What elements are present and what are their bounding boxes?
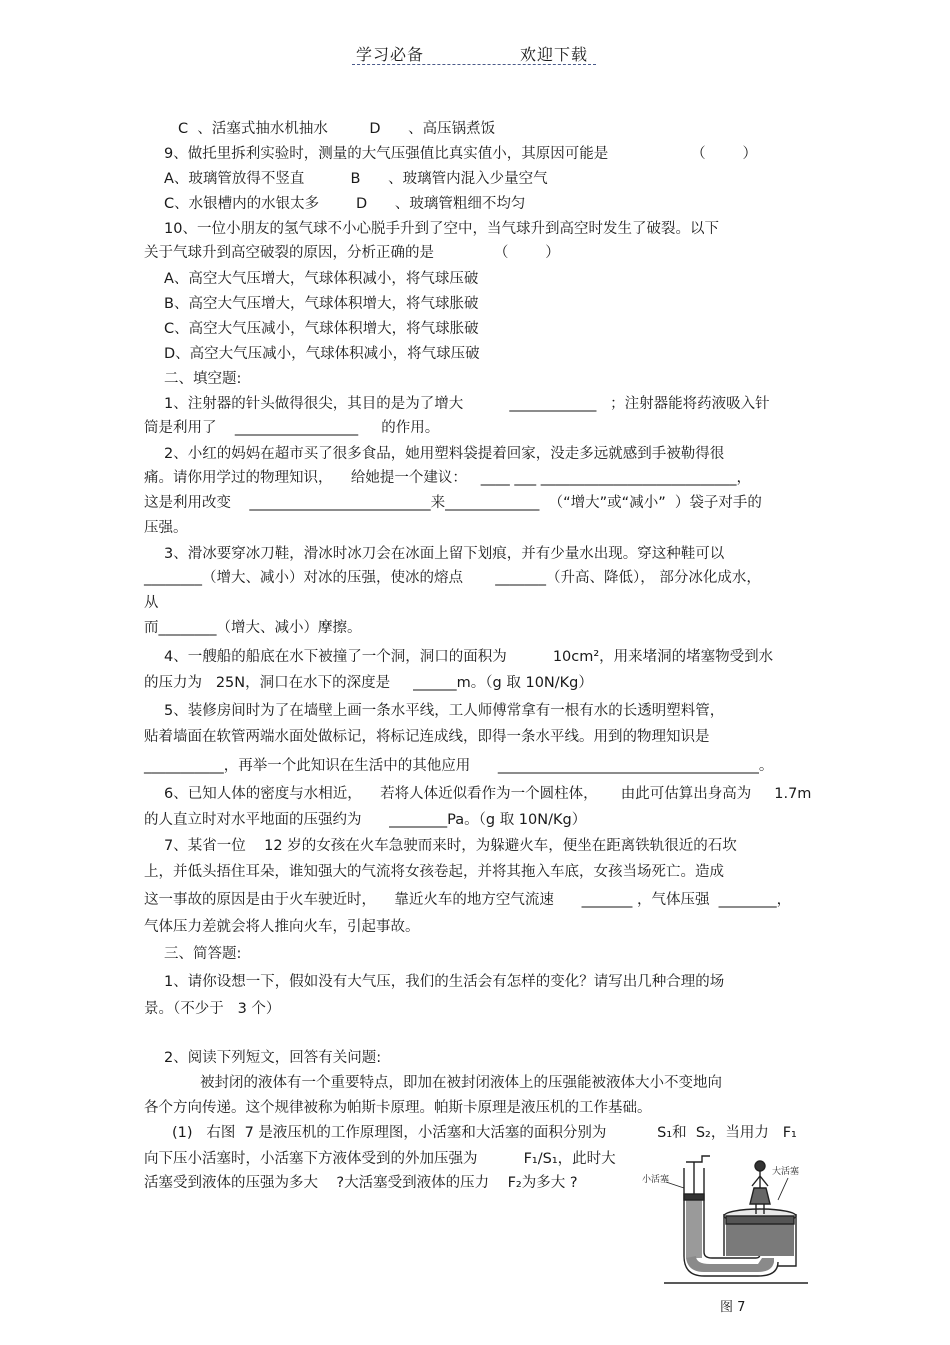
option-line: A、高空大气压增大，气球体积减小，将气球压破 — [164, 271, 479, 287]
question-line: 压强。 — [144, 520, 188, 536]
option-line: C、水银槽内的水银太多 D 、玻璃管粗细不均匀 — [164, 196, 526, 212]
question-line: 从 — [144, 595, 159, 611]
passage-line: 各个方向传递。这个规律被称为帕斯卡原理。帕斯卡原理是液压机的工作基础。 — [144, 1100, 652, 1116]
question-line: 活塞受到液体的压强为多大 ?大活塞受到液体的压力 F₂为多大 ? — [144, 1175, 578, 1191]
question-line: 景。（不少于 3 个） — [144, 1001, 281, 1017]
question-line: 痛。请你用学过的物理知识， 给她提一个建议： ____ ___ ___________________________， — [144, 470, 751, 486]
question-line: (1) 右图 7 是液压机的工作原理图，小活塞和大活塞的面积分别为 S₁和 S₂，当用力 F₁ — [172, 1125, 797, 1141]
question-line: 4、一艘船的船底在水下被撞了一个洞，洞口的面积为 10cm²，用来堵洞的堵塞物受到水 — [164, 649, 774, 665]
question-line: 上，并低头捂住耳朵，谁知强大的气流将女孩卷起，并将其拖入车底，女孩当场死亡。造成 — [144, 864, 724, 880]
option-line: D、高空大气压减小，气球体积减小，将气球压破 — [164, 346, 480, 362]
section-heading: 二、填空题: — [164, 371, 242, 387]
question-line: 这一事故的原因是由于火车驶近时， 靠近火车的地方空气流速 _______ ，气体压强 ________， — [144, 892, 792, 908]
question-line: 关于气球升到高空破裂的原因，分析正确的是 （ ） — [144, 245, 560, 261]
small-piston-label: 小活塞 — [642, 1175, 670, 1185]
question-line: 10、一位小朋友的氢气球不小心脱手升到了空中，当气球升到高空时发生了破裂。以下 — [164, 221, 719, 237]
question-line: 的人直立时对水平地面的压强约为 ________Pa。（g 取 10N/Kg） — [144, 812, 587, 828]
question-line: 3、滑冰要穿冰刀鞋，滑冰时冰刀会在冰面上留下划痕，并有少量水出现。穿这种鞋可以 — [164, 546, 725, 562]
question-line: 1、注射器的针头做得很尖，其目的是为了增大 ____________ ；注射器能将药液吸入针 — [164, 396, 770, 412]
question-line: 2、小红的妈妈在超市买了很多食品，她用塑料袋提着回家，没走多远就感到手被勒得很 — [164, 446, 725, 462]
question-line: 的压力为 25N，洞口在水下的深度是 ______m。（g 取 10N/Kg） — [144, 675, 593, 691]
question-line: 而________（增大、减小）摩擦。 — [144, 620, 362, 636]
option-line: C、高空大气压减小，气球体积增大，将气球胀破 — [164, 321, 479, 337]
question-line: 7、某省一位 12 岁的女孩在火车急驶而来时，为躲避火车，便坐在距离铁轨很近的石坎 — [164, 838, 737, 854]
question-line: ___________，再举一个此知识在生活中的其他应用 ____________________________________。 — [144, 758, 774, 774]
passage-line: 被封闭的液体有一个重要特点，即加在被封闭液体上的压强能被液体大小不变地向 — [200, 1075, 722, 1091]
option-line: A、玻璃管放得不竖直 B 、玻璃管内混入少量空气 — [164, 171, 548, 187]
hydraulic-press-figure — [638, 1148, 810, 1288]
question-line: 这是利用改变 _________________________来_____________ （“增大”或“减小” ）袋子对手的 — [144, 495, 762, 511]
question-line: 气体压力差就会将人推向火车，引起事故。 — [144, 919, 420, 935]
option-line: B、高空大气压增大，气球体积增大，将气球胀破 — [164, 296, 479, 312]
header-left: 学习必备 — [356, 45, 425, 64]
question-line: 5、装修房间时为了在墙壁上画一条水平线，工人师傅常拿有一根有水的长透明塑料管， — [164, 703, 725, 719]
large-piston-label: 大活塞 — [772, 1167, 800, 1177]
figure-caption: 图 7 — [720, 1300, 746, 1315]
question-line: 贴着墙面在软管两端水面处做标记，将标记连成线，即得一条水平线。用到的物理知识是 — [144, 729, 710, 745]
question-line: 2、阅读下列短文，回答有关问题: — [164, 1050, 382, 1066]
question-line: 向下压小活塞时，小活塞下方液体受到的外加压强为 F₁/S₁，此时大 — [144, 1151, 616, 1167]
question-line: 9、做托里拆利实验时，测量的大气压强值比真实值小，其原因可能是 （ ） — [164, 146, 758, 162]
question-line: 1、请你设想一下，假如没有大气压，我们的生活会有怎样的变化？请写出几种合理的场 — [164, 974, 725, 990]
header-rule — [352, 64, 596, 65]
question-line: 筒是利用了 _________________ 的作用。 — [144, 420, 440, 436]
question-line: 6、已知人体的密度与水相近， 若将人体近似看作为一个圆柱体， 由此可估算出身高为 1.7m — [164, 786, 812, 802]
question-line: ________（增大、减小）对冰的压强，使冰的熔点 _______（升高、降低）， 部分冰化成水， — [144, 570, 761, 586]
option-line: C 、活塞式抽水机抽水 D 、高压锅煮饭 — [178, 121, 496, 137]
header-right: 欢迎下载 — [520, 45, 589, 64]
section-heading: 三、简答题: — [164, 946, 242, 962]
